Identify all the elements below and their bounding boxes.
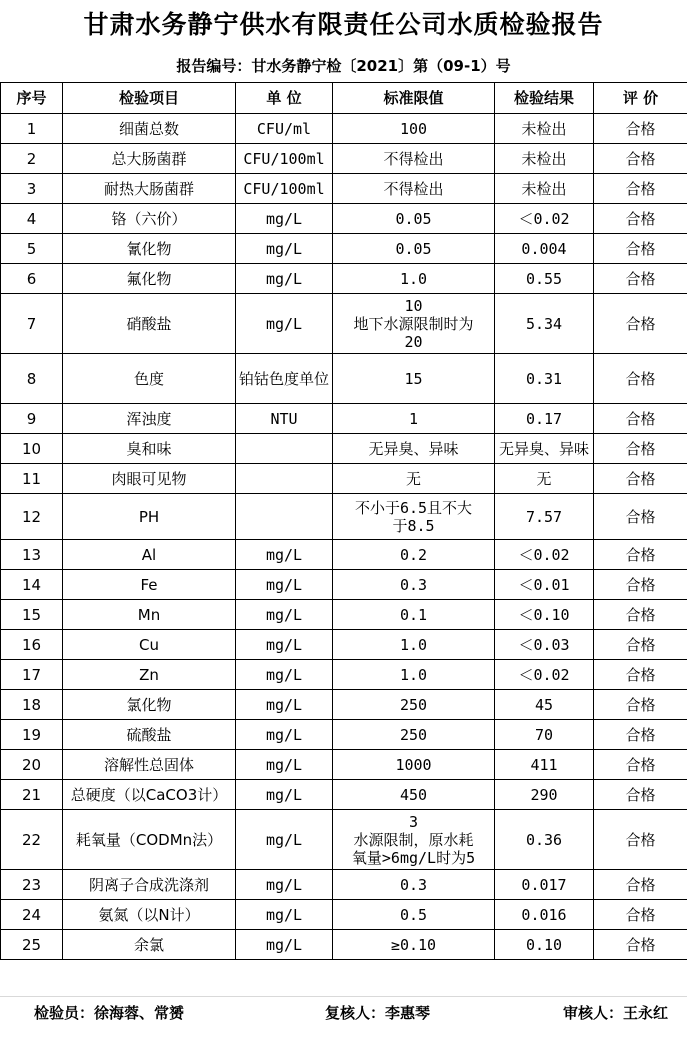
cell-seq: 7	[1, 294, 63, 354]
table-row	[1, 810, 687, 870]
limit-line: 无异臭、异味	[368, 439, 459, 458]
limit-line: 无	[405, 469, 421, 488]
cell-unit: mg/L	[236, 900, 333, 930]
cell-result: 7.57	[495, 494, 594, 540]
table-row	[1, 600, 687, 630]
bottom-gridline	[0, 996, 687, 997]
cell-unit	[236, 434, 333, 464]
cell-seq: 24	[1, 900, 63, 930]
cell-unit: mg/L	[236, 810, 333, 870]
cell-seq: 18	[1, 690, 63, 720]
cell-limit	[333, 144, 495, 174]
cell-item: PH	[63, 494, 236, 540]
table-row	[1, 630, 687, 660]
header-limit: 标准限值	[333, 83, 495, 114]
table-row	[1, 720, 687, 750]
cell-result: ＜0.02	[495, 660, 594, 690]
cell-eval: 合格	[594, 204, 687, 234]
limit-line: 0.05	[395, 239, 432, 258]
cell-item: 溶解性总固体	[63, 750, 236, 780]
limit-line: 250	[399, 695, 428, 714]
header-unit: 单 位	[236, 83, 333, 114]
cell-limit	[333, 630, 495, 660]
inspector-label: 检验员：徐海蓉、常赟	[34, 1004, 185, 1022]
table-row	[1, 234, 687, 264]
table-row	[1, 464, 687, 494]
cell-result: 0.17	[495, 404, 594, 434]
cell-result: 0.004	[495, 234, 594, 264]
cell-seq: 12	[1, 494, 63, 540]
cell-seq: 13	[1, 540, 63, 570]
cell-item: Fe	[63, 570, 236, 600]
table-row	[1, 174, 687, 204]
table-row	[1, 660, 687, 690]
cell-item: 总大肠菌群	[63, 144, 236, 174]
cell-unit: mg/L	[236, 780, 333, 810]
table-row	[1, 780, 687, 810]
cell-unit: mg/L	[236, 294, 333, 354]
cell-item: 氰化物	[63, 234, 236, 264]
report-title: 甘肃水务静宁供水有限责任公司水质检验报告	[83, 10, 604, 39]
cell-unit: CFU/ml	[236, 114, 333, 144]
cell-unit: mg/L	[236, 600, 333, 630]
cell-unit: NTU	[236, 404, 333, 434]
cell-result: ＜0.01	[495, 570, 594, 600]
cell-limit	[333, 294, 495, 354]
table-row	[1, 354, 687, 404]
limit-line: 1000	[395, 755, 432, 774]
limit-line: 15	[404, 369, 423, 388]
cell-limit	[333, 870, 495, 900]
cell-eval: 合格	[594, 720, 687, 750]
cell-result: 45	[495, 690, 594, 720]
cell-item: 肉眼可见物	[63, 464, 236, 494]
cell-limit	[333, 660, 495, 690]
cell-eval: 合格	[594, 294, 687, 354]
table-row	[1, 690, 687, 720]
cell-seq: 6	[1, 264, 63, 294]
cell-seq: 5	[1, 234, 63, 264]
cell-limit	[333, 690, 495, 720]
cell-eval: 合格	[594, 464, 687, 494]
table-row	[1, 540, 687, 570]
limit-line: 1.0	[399, 269, 428, 288]
cell-result: 未检出	[495, 144, 594, 174]
cell-seq: 10	[1, 434, 63, 464]
limit-line: 水源限制，原水耗	[353, 830, 474, 849]
table-row	[1, 294, 687, 354]
cell-item: Cu	[63, 630, 236, 660]
cell-limit	[333, 570, 495, 600]
cell-seq: 9	[1, 404, 63, 434]
cell-item: 细菌总数	[63, 114, 236, 144]
table-row	[1, 114, 687, 144]
cell-eval: 合格	[594, 780, 687, 810]
cell-seq: 3	[1, 174, 63, 204]
cell-eval: 合格	[594, 144, 687, 174]
cell-unit: mg/L	[236, 720, 333, 750]
cell-seq: 15	[1, 600, 63, 630]
cell-limit	[333, 600, 495, 630]
cell-result: 0.31	[495, 354, 594, 404]
cell-item: 阴离子合成洗涤剂	[63, 870, 236, 900]
cell-limit	[333, 750, 495, 780]
limit-line: 不得检出	[383, 149, 444, 168]
cell-result: ＜0.02	[495, 204, 594, 234]
cell-seq: 1	[1, 114, 63, 144]
cell-item: 色度	[63, 354, 236, 404]
limit-line: 地下水源限制时为	[353, 314, 474, 333]
cell-item: 氟化物	[63, 264, 236, 294]
cell-eval: 合格	[594, 900, 687, 930]
cell-eval: 合格	[594, 354, 687, 404]
cell-seq: 14	[1, 570, 63, 600]
cell-unit	[236, 464, 333, 494]
signature-footer	[0, 998, 687, 1026]
cell-item: 铬（六价）	[63, 204, 236, 234]
table-row	[1, 144, 687, 174]
cell-limit	[333, 114, 495, 144]
table-row	[1, 570, 687, 600]
cell-result: 无异臭、异味	[495, 434, 594, 464]
approver-label: 审核人：王永红	[563, 1004, 669, 1022]
limit-line: 1	[408, 409, 419, 428]
limit-line: 20	[404, 332, 423, 351]
cell-limit	[333, 404, 495, 434]
cell-result: 411	[495, 750, 594, 780]
table-header-row	[1, 83, 687, 114]
cell-item: 余氯	[63, 930, 236, 960]
cell-result: 0.10	[495, 930, 594, 960]
cell-item: 总硬度（以CaCO3计）	[63, 780, 236, 810]
table-row	[1, 750, 687, 780]
cell-unit: 铂钴色度单位	[236, 354, 333, 404]
cell-result: 0.016	[495, 900, 594, 930]
cell-unit: mg/L	[236, 750, 333, 780]
limit-line: 氧量>6mg/L时为5	[351, 848, 476, 867]
cell-item: 浑浊度	[63, 404, 236, 434]
limit-line: 于8.5	[392, 516, 435, 535]
cell-unit: mg/L	[236, 540, 333, 570]
cell-eval: 合格	[594, 234, 687, 264]
limit-line: 0.3	[399, 875, 428, 894]
cell-limit	[333, 930, 495, 960]
cell-seq: 23	[1, 870, 63, 900]
cell-limit	[333, 494, 495, 540]
cell-unit: mg/L	[236, 264, 333, 294]
cell-eval: 合格	[594, 660, 687, 690]
cell-item: 氨氮（以N计）	[63, 900, 236, 930]
cell-eval: 合格	[594, 870, 687, 900]
cell-result: 0.55	[495, 264, 594, 294]
cell-result: ＜0.10	[495, 600, 594, 630]
header-item: 检验项目	[63, 83, 236, 114]
cell-eval: 合格	[594, 174, 687, 204]
table-row	[1, 404, 687, 434]
limit-line: 0.5	[399, 905, 428, 924]
reviewer-label: 复核人：李惠琴	[325, 1004, 431, 1022]
cell-unit: mg/L	[236, 870, 333, 900]
limit-line: 0.3	[399, 575, 428, 594]
cell-item: Zn	[63, 660, 236, 690]
cell-seq: 11	[1, 464, 63, 494]
cell-eval: 合格	[594, 404, 687, 434]
cell-unit: mg/L	[236, 570, 333, 600]
limit-line: 250	[399, 725, 428, 744]
cell-seq: 4	[1, 204, 63, 234]
cell-limit	[333, 204, 495, 234]
cell-seq: 2	[1, 144, 63, 174]
cell-result: ＜0.03	[495, 630, 594, 660]
cell-unit: mg/L	[236, 204, 333, 234]
table-row	[1, 494, 687, 540]
cell-eval: 合格	[594, 494, 687, 540]
cell-limit	[333, 354, 495, 404]
limit-line: 0.05	[395, 209, 432, 228]
cell-result: 无	[495, 464, 594, 494]
cell-eval: 合格	[594, 264, 687, 294]
cell-unit	[236, 494, 333, 540]
table-row	[1, 264, 687, 294]
cell-limit	[333, 720, 495, 750]
cell-item: 耐热大肠菌群	[63, 174, 236, 204]
cell-eval: 合格	[594, 810, 687, 870]
limit-line: 1.0	[399, 665, 428, 684]
limit-line: 1.0	[399, 635, 428, 654]
cell-unit: CFU/100ml	[236, 174, 333, 204]
cell-result: 未检出	[495, 114, 594, 144]
report-number: 报告编号：甘水务静宁检〔2021〕第（09-1）号	[176, 57, 511, 75]
cell-eval: 合格	[594, 750, 687, 780]
limit-line: 10	[404, 296, 423, 315]
cell-eval: 合格	[594, 114, 687, 144]
limit-line: 100	[399, 119, 428, 138]
header-result: 检验结果	[495, 83, 594, 114]
cell-result: 290	[495, 780, 594, 810]
cell-result: ＜0.02	[495, 540, 594, 570]
table-row	[1, 900, 687, 930]
cell-limit	[333, 810, 495, 870]
limit-line: 3	[408, 812, 419, 831]
cell-limit	[333, 780, 495, 810]
cell-limit	[333, 234, 495, 264]
cell-eval: 合格	[594, 540, 687, 570]
cell-limit	[333, 264, 495, 294]
cell-seq: 17	[1, 660, 63, 690]
cell-seq: 8	[1, 354, 63, 404]
cell-limit	[333, 900, 495, 930]
cell-seq: 25	[1, 930, 63, 960]
header-seq: 序号	[1, 83, 63, 114]
cell-seq: 21	[1, 780, 63, 810]
cell-result: 未检出	[495, 174, 594, 204]
cell-eval: 合格	[594, 434, 687, 464]
cell-result: 0.36	[495, 810, 594, 870]
cell-unit: mg/L	[236, 234, 333, 264]
limit-line: 450	[399, 785, 428, 804]
cell-limit	[333, 464, 495, 494]
table-row	[1, 204, 687, 234]
table-row	[1, 434, 687, 464]
cell-item: 硫酸盐	[63, 720, 236, 750]
cell-unit: mg/L	[236, 930, 333, 960]
cell-seq: 22	[1, 810, 63, 870]
cell-item: 硝酸盐	[63, 294, 236, 354]
cell-seq: 20	[1, 750, 63, 780]
cell-item: Mn	[63, 600, 236, 630]
cell-result: 70	[495, 720, 594, 750]
limit-line: 不得检出	[383, 179, 444, 198]
cell-result: 0.017	[495, 870, 594, 900]
cell-unit: CFU/100ml	[236, 144, 333, 174]
cell-seq: 16	[1, 630, 63, 660]
cell-item: Al	[63, 540, 236, 570]
cell-limit	[333, 174, 495, 204]
cell-seq: 19	[1, 720, 63, 750]
cell-eval: 合格	[594, 690, 687, 720]
cell-item: 氯化物	[63, 690, 236, 720]
cell-limit	[333, 540, 495, 570]
cell-unit: mg/L	[236, 630, 333, 660]
limit-line: ≥0.10	[390, 935, 437, 954]
cell-limit	[333, 434, 495, 464]
table-row	[1, 930, 687, 960]
cell-eval: 合格	[594, 930, 687, 960]
cell-eval: 合格	[594, 630, 687, 660]
cell-unit: mg/L	[236, 690, 333, 720]
cell-eval: 合格	[594, 600, 687, 630]
cell-result: 5.34	[495, 294, 594, 354]
limit-line: 0.2	[399, 545, 428, 564]
table-row	[1, 870, 687, 900]
cell-item: 耗氧量（CODMn法）	[63, 810, 236, 870]
limit-line: 不小于6.5且不大	[354, 498, 473, 517]
cell-eval: 合格	[594, 570, 687, 600]
cell-unit: mg/L	[236, 660, 333, 690]
header-eval: 评 价	[594, 83, 687, 114]
cell-item: 臭和味	[63, 434, 236, 464]
water-quality-table	[0, 82, 687, 960]
limit-line: 0.1	[399, 605, 428, 624]
